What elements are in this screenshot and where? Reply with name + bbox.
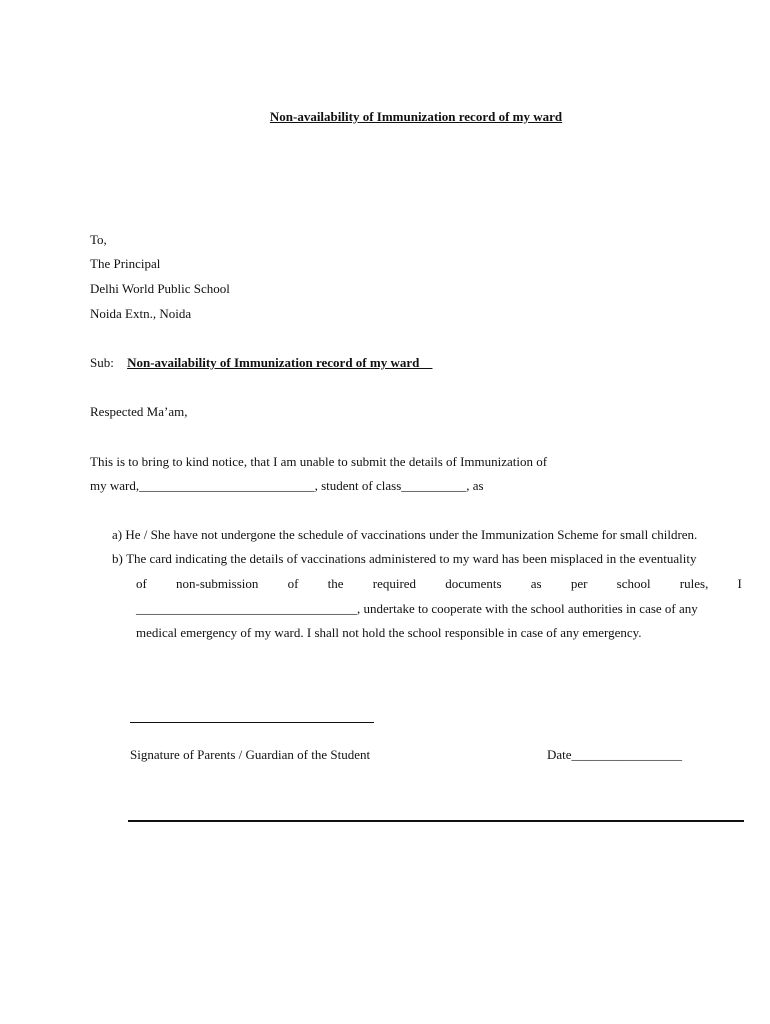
body-line-2: my ward,___________________________, student of class__________, as xyxy=(90,478,484,493)
address-line-1: The Principal xyxy=(90,256,161,271)
body-line-1: This is to bring to kind notice, that I am unable to submit the details of Immunization of xyxy=(90,454,548,469)
justified-word: required xyxy=(372,576,417,591)
salutation: Respected Ma’am, xyxy=(90,404,188,419)
list-item-b-line-4: medical emergency of my ward. I shall not hold the school responsible in case of any emergency. xyxy=(136,625,642,640)
justified-word: per xyxy=(570,576,588,591)
justified-word: of xyxy=(136,576,147,591)
list-item-b: b) The card indicating the details of vaccinations administered to my ward has been misplaced in the eventuality xyxy=(112,551,697,566)
justified-word: rules, xyxy=(679,576,709,591)
subject-label: Sub: xyxy=(90,355,114,370)
address-to: To, xyxy=(90,232,107,247)
date-label: Date_________________ xyxy=(547,747,683,762)
justified-word: documents xyxy=(445,576,502,591)
justified-word: of xyxy=(287,576,299,591)
bottom-divider xyxy=(128,820,744,822)
address-line-2: Delhi World Public School xyxy=(90,281,230,296)
justified-word: as xyxy=(530,576,542,591)
justified-word: non-submission xyxy=(176,576,259,591)
justified-word: school xyxy=(616,576,651,591)
address-line-3: Noida Extn., Noida xyxy=(90,306,192,321)
list-item-b-line-3: __________________________________, undertake to cooperate with the school authorities in case of any xyxy=(136,601,698,616)
signature-label: Signature of Parents / Guardian of the Student xyxy=(130,747,371,762)
list-item-b-justified-line xyxy=(136,576,742,592)
list-item-a: a) He / She have not undergone the schedule of vaccinations under the Immunization Scheme for small children. xyxy=(112,527,698,542)
justified-word: the xyxy=(327,576,344,591)
justified-word: I xyxy=(737,576,742,591)
signature-line xyxy=(130,722,374,723)
subject-row xyxy=(90,355,432,371)
document-title: Non-availability of Immunization record of my ward xyxy=(269,109,563,124)
subject-text: Non-availability of Immunization record of my ward__ xyxy=(127,355,433,370)
